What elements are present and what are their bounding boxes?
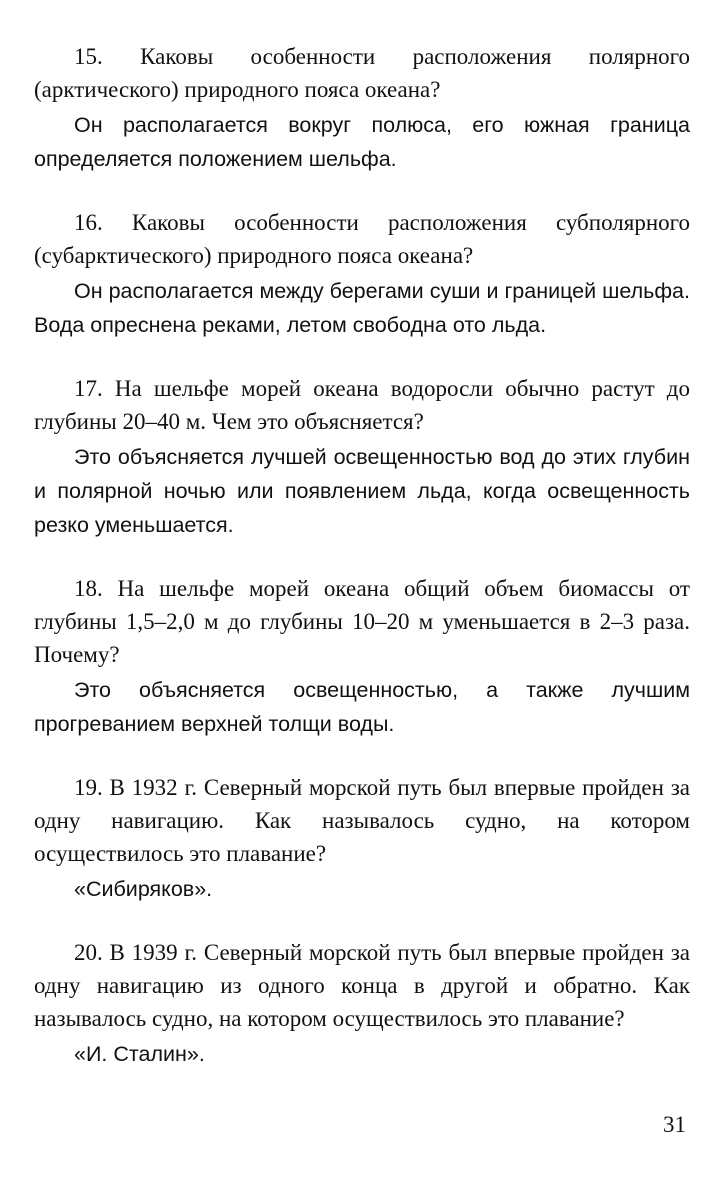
question-text: 15. Каковы особенности расположения полярного (арктического) природного пояса океана? [34,44,690,102]
question-text: 20. В 1939 г. Северный морской путь был впервые пройден за одну навигацию из одного конца в другой и обратно. Как называлось судно, на котором осуществилось это плавание? [34,940,690,1031]
question-text: 19. В 1932 г. Северный морской путь был впервые пройден за одну навигацию. Как называлось судно, на котором осуществилось это плавание? [34,775,690,866]
answer-text: Он располагается вокруг полюса, его южная граница определяется положением шельфа. [34,113,690,171]
qa-item-15 [34,40,690,176]
answer-text: Это объясняется освещенностью, а также лучшим прогреванием верхней толщи воды. [34,678,690,736]
question-text: 16. Каковы особенности расположения субполярного (субарктического) природного пояса океана? [34,210,690,268]
question-text: 18. На шельфе морей океана общий объем биомассы от глубины 1,5–2,0 м до глубины 10–20 м уменьшается в 2–3 раза. Почему? [34,576,690,667]
answer-text: Он располагается между берегами суши и границей шельфа. Вода опреснена реками, летом свободна ото льда. [34,279,690,337]
qa-item-17 [34,372,690,542]
answer-text: Это объясняется лучшей освещенностью вод до этих глубин и полярной ночью или появлением льда, когда освещенность резко уменьшается. [34,445,690,537]
document-page [34,40,690,1101]
page-number: 31 [663,1112,686,1137]
question-text: 17. На шельфе морей океана водоросли обычно растут до глубины 20–40 м. Чем это объясняется? [34,376,690,434]
qa-item-16 [34,206,690,342]
qa-item-19 [34,771,690,906]
qa-item-18 [34,572,690,741]
answer-text: «И. Сталин». [74,1042,205,1066]
qa-item-20 [34,936,690,1071]
answer-text: «Сибиряков». [74,877,213,901]
